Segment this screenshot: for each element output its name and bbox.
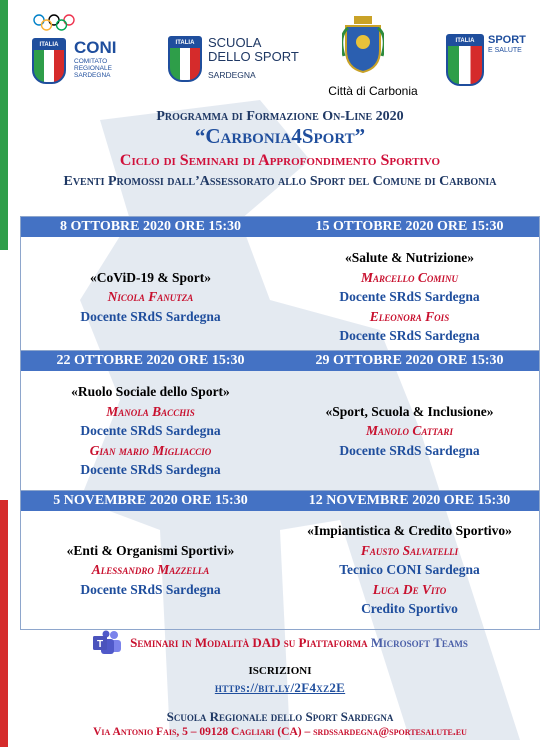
event-right [280,371,539,491]
event-left [21,237,280,357]
sport-shield-icon: ITALIA [446,34,484,86]
event-right [280,237,539,357]
speaker-name: Fausto Salvatelli [360,542,459,558]
sport-brand: SPORT [488,34,526,46]
header-logos [18,10,548,100]
coni-brand: CONI [74,38,117,57]
program-title: Programma di Formazione On-Line 2020 [156,109,404,124]
sport-salute-logo [442,34,560,94]
event-name: “Carbonia4Sport” [194,124,366,148]
event-date-right: 12 NOVEMBRE 2020 ORE 15:30 [308,493,511,508]
event-title: «Ruolo Sociale dello Sport» [71,384,230,400]
sport-subbrand: E SALUTE [488,47,522,54]
speaker-name: Alessandro Mazzella [91,562,210,578]
event-title: «CoViD-19 & Sport» [90,269,211,285]
event-title: «Impiantistica & Credito Sportivo» [307,523,512,539]
event-date-bar [21,491,539,511]
speaker-name: Eleonora Fois [369,308,450,324]
event-date-right: 15 OTTOBRE 2020 ORE 15:30 [315,219,504,234]
speaker-role: Credito Sportivo [361,601,458,617]
event-date-left: 22 OTTOBRE 2020 ORE 15:30 [56,353,245,368]
event-box [20,490,540,630]
event-title: «Sport, Scuola & Inclusione» [325,403,494,419]
speaker-name: Manola Bacchis [106,403,195,419]
event-date-bar [21,217,539,237]
speaker-role: Docente SRdS Sardegna [80,462,221,478]
event-box [20,350,540,492]
title-block [0,109,560,190]
organization-address: Via Antonio Fais, 5 – 09128 Cagliari (CA) – srdssardegna@sportesalute.eu [93,726,467,738]
speaker-name: Marcello Cominu [361,269,458,285]
speaker-name: Luca De Vito [372,581,447,597]
city-crest-icon [342,16,384,74]
event-title: «Enti & Organismi Sportivi» [66,542,235,558]
srds-shield-icon: ITALIA [168,36,202,82]
event-box [20,216,540,358]
coni-shield-icon: ITALIA [32,38,66,84]
organization-name: Scuola Regionale dello Sport Sardegna [166,709,394,724]
city-name: Città di Carbonia [328,84,418,98]
srds-logo [175,35,334,96]
signup-link[interactable]: https://bit.ly/2F4xz2E [214,680,346,695]
event-date-left: 8 OTTOBRE 2020 ORE 15:30 [60,219,241,234]
speaker-name: Nicola Fanutza [107,289,194,305]
speaker-role: Docente SRdS Sardegna [80,581,221,597]
event-title: «Salute & Nutrizione» [345,250,474,266]
speaker-role: Docente SRdS Sardegna [80,423,221,439]
signup-label: ISCRIZIONI [248,665,312,677]
event-left [21,511,280,629]
promoted-by: Eventi Promossi dall’Assessorato allo Sport del Comune di Carbonia [63,174,497,189]
event-date-bar [21,351,539,371]
olympic-rings-icon [32,14,76,32]
srds-brand: SCUOLA DELLO SPORT [208,35,299,64]
speaker-role: Docente SRdS Sardegna [339,328,480,344]
event-left [21,371,280,491]
srds-region: SARDEGNA [208,70,256,80]
speaker-name: Manolo Cattari [366,423,453,439]
event-right [280,511,539,629]
microsoft-teams-icon [92,630,122,656]
carbonia-logo [318,16,428,106]
speaker-role: Tecnico CONI Sardegna [339,562,480,578]
teams-text: Seminari in Modalità DAD su Piattaforma Microsoft Teams [130,635,468,650]
coni-logo [30,14,140,94]
speaker-role: Docente SRdS Sardegna [339,289,480,305]
coni-subtitle: COMITATO REGIONALE SARDEGNA [74,58,112,79]
event-date-left: 5 NOVEMBRE 2020 ORE 15:30 [53,493,248,508]
speaker-name: Gian mario Migliaccio [89,442,212,458]
speaker-role: Docente SRdS Sardegna [339,442,480,458]
svg-text:T: T [97,639,104,650]
cycle-title: Ciclo di Seminari di Approfondimento Sportivo [119,152,441,169]
teams-notice [0,630,560,656]
speaker-role: Docente SRdS Sardegna [80,308,221,324]
event-date-right: 29 OTTOBRE 2020 ORE 15:30 [315,353,504,368]
